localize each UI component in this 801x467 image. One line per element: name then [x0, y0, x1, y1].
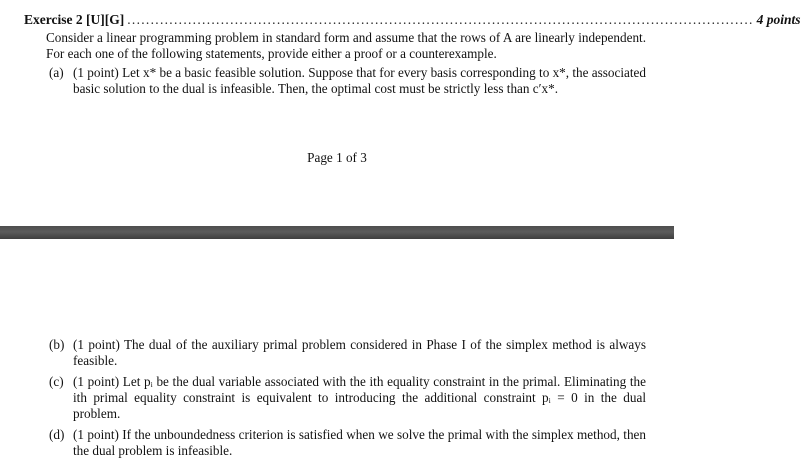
- item-c: [49, 374, 646, 423]
- item-b-label: (b): [49, 337, 65, 352]
- item-a: [49, 65, 646, 97]
- page-separator: [0, 226, 674, 239]
- exercise-intro: Consider a linear programming problem in standard form and assume that the rows of A are linearly independent. For each one of the following statements, provide either a proof or a counterexample.: [46, 30, 646, 62]
- exercise-title: Exercise 2 [U][G]: [24, 12, 125, 27]
- exercise-header: [24, 12, 801, 30]
- leader-dots: ......................................................................................................................................: [127, 12, 754, 27]
- item-a-label: (a): [49, 65, 64, 80]
- page-footer: Page 1 of 3: [307, 150, 367, 165]
- item-b-text: (1 point) The dual of the auxiliary primal problem considered in Phase I of the simplex method is always feasible.: [73, 337, 646, 369]
- item-c-label: (c): [49, 374, 64, 389]
- item-d-label: (d): [49, 427, 65, 442]
- item-d-text: (1 point) If the unboundedness criterion is satisfied when we solve the primal with the simplex method, then the dual problem is infeasible.: [73, 427, 646, 459]
- item-d: [49, 427, 646, 459]
- exercise-points: 4 points: [756, 12, 801, 27]
- item-a-text: (1 point) Let x* be a basic feasible solution. Suppose that for every basis corresponding to x*, the associated basic solution to the dual is infeasible. Then, the optimal cost must be strictly less than c′x*.: [73, 65, 646, 97]
- item-b: [49, 337, 646, 369]
- item-c-text: (1 point) Let pᵢ be the dual variable associated with the ith equality constraint in the primal. Eliminating the ith primal equality constraint is equivalent to introducing the additional constraint pᵢ = 0 in the dual problem.: [73, 374, 646, 422]
